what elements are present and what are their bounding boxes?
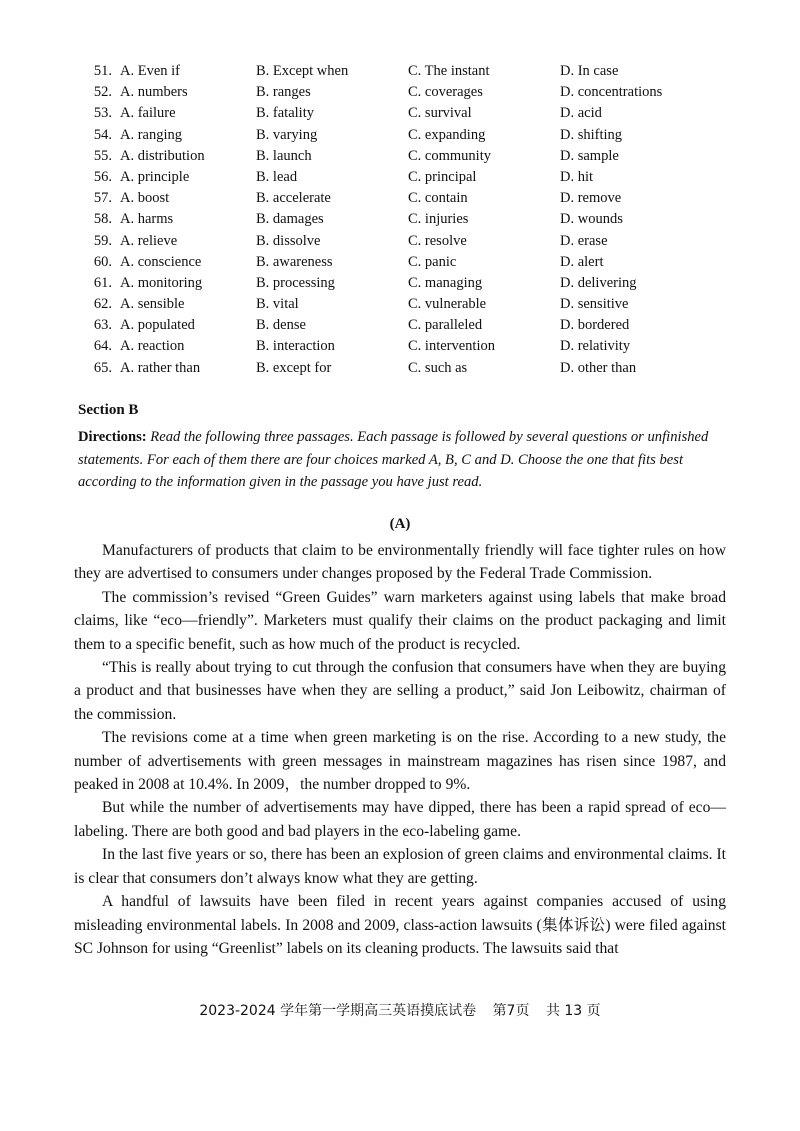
- option-b: B. ranges: [256, 84, 311, 101]
- option-row: [78, 190, 758, 211]
- option-d: D. bordered: [560, 317, 630, 334]
- option-d: D. sensitive: [560, 296, 629, 313]
- option-c: C. such as: [408, 359, 468, 376]
- question-number: 51.: [93, 63, 112, 79]
- option-b: B. vital: [256, 296, 299, 313]
- question-number: 61.: [93, 274, 112, 291]
- directions: [78, 426, 718, 494]
- question-number: 55.: [93, 147, 112, 164]
- page-number: 第7页: [492, 1003, 530, 1019]
- option-d: D. erase: [560, 232, 608, 249]
- option-c: C. contain: [408, 190, 468, 207]
- option-row: [78, 360, 758, 381]
- option-c: C. intervention: [408, 338, 495, 355]
- option-d: D. hit: [560, 168, 594, 185]
- paragraph: Manufacturers of products that claim to be environmentally friendly will face tighter rules on how they are advertised to consumers under changes proposed by the Federal Trade Commission.: [74, 542, 726, 583]
- option-a: A. distribution: [120, 147, 205, 164]
- option-b: B. processing: [256, 274, 335, 291]
- passage-body: [74, 539, 726, 960]
- option-c: C. expanding: [408, 126, 486, 143]
- option-c: C. panic: [408, 253, 457, 270]
- page-footer: [0, 1000, 800, 1020]
- option-b: B. launch: [256, 147, 312, 164]
- option-d: D. concentrations: [560, 84, 663, 101]
- option-b: B. except for: [256, 359, 332, 376]
- option-row: [78, 233, 758, 254]
- option-a: A. Even if: [120, 63, 180, 79]
- option-a: A. relieve: [120, 232, 178, 249]
- option-d: D. wounds: [560, 211, 623, 228]
- option-a: A. numbers: [120, 84, 188, 101]
- option-b: B. damages: [256, 211, 324, 228]
- option-d: D. other than: [560, 359, 637, 376]
- passage-label: (A): [389, 516, 411, 532]
- question-number: 54.: [93, 126, 112, 143]
- paragraph: “This is really about trying to cut through the confusion that consumers have when they are buying a product and that businesses have when they are selling a product,” said Jon Leibowitz, chairman of the commission.: [74, 659, 726, 723]
- option-b: B. accelerate: [256, 190, 331, 207]
- option-d: D. sample: [560, 147, 619, 164]
- option-c: C. paralleled: [408, 317, 483, 334]
- option-d: D. alert: [560, 253, 604, 270]
- option-b: B. fatality: [256, 105, 314, 122]
- paragraph: In the last five years or so, there has been an explosion of green claims and environmental claims. It is clear that consumers don’t always know what they are getting.: [74, 846, 726, 887]
- question-number: 57.: [93, 190, 112, 207]
- option-d: D. delivering: [560, 274, 637, 291]
- question-number: 58.: [93, 211, 112, 228]
- option-a: A. populated: [120, 317, 195, 334]
- option-c: C. managing: [408, 274, 483, 291]
- question-number: 59.: [93, 232, 112, 249]
- question-number: 52.: [93, 84, 112, 101]
- option-row: [78, 105, 758, 126]
- directions-label: Directions:: [78, 429, 147, 445]
- option-b: B. dense: [256, 317, 306, 334]
- options-table: [78, 63, 758, 381]
- directions-text: Read the following three passages. Each passage is followed by several questions or unfinished statements. For each of them there are four choices marked A, B, C and D. Choose the one that fits best according to the information given in the passage you have just read.: [78, 429, 709, 490]
- option-a: A. principle: [120, 168, 190, 185]
- option-row: [78, 169, 758, 190]
- paragraph: A handful of lawsuits have been filed in recent years against companies accused of using misleading environmental labels. In 2008 and 2009, class-action lawsuits (集体诉讼) were filed against SC Johnson for using “Greenlist” labels on its cleaning products. The lawsuits said that: [74, 893, 726, 957]
- option-b: B. awareness: [256, 253, 333, 270]
- option-a: A. rather than: [120, 359, 201, 376]
- option-row: [78, 84, 758, 105]
- option-d: D. acid: [560, 105, 602, 122]
- option-a: A. conscience: [120, 253, 202, 270]
- option-b: B. dissolve: [256, 232, 321, 249]
- option-b: B. lead: [256, 168, 298, 185]
- option-a: A. boost: [120, 190, 170, 207]
- option-a: A. monitoring: [120, 274, 203, 291]
- option-c: C. vulnerable: [408, 296, 487, 313]
- option-row: [78, 275, 758, 296]
- question-number: 65.: [93, 359, 112, 376]
- total-pages: 共 13 页: [545, 1003, 601, 1019]
- question-number: 63.: [93, 317, 112, 334]
- option-a: A. failure: [120, 105, 176, 122]
- option-row: [78, 63, 758, 84]
- option-row: [78, 317, 758, 338]
- option-c: C. The instant: [408, 63, 490, 79]
- option-c: C. coverages: [408, 84, 483, 101]
- section-title: Section B: [78, 402, 139, 418]
- option-d: D. In case: [560, 63, 619, 79]
- option-row: [78, 296, 758, 317]
- question-number: 56.: [93, 168, 112, 185]
- option-a: A. sensible: [120, 296, 185, 313]
- question-number: 64.: [93, 338, 112, 355]
- question-number: 62.: [93, 296, 112, 313]
- paragraph: The revisions come at a time when green marketing is on the rise. According to a new study, the number of advertisements with green messages in mainstream magazines has risen since 1987, and peaked in 2008 at 10.4%. In 2009，the number dropped to 9%.: [74, 729, 726, 794]
- option-c: C. injuries: [408, 211, 469, 228]
- option-c: C. principal: [408, 168, 477, 185]
- option-b: B. interaction: [256, 338, 335, 355]
- exam-title: 2023-2024 学年第一学期高三英语摸底试卷: [199, 1003, 477, 1019]
- option-row: [78, 254, 758, 275]
- option-row: [78, 211, 758, 232]
- option-b: B. Except when: [256, 63, 349, 79]
- option-row: [78, 127, 758, 148]
- option-d: D. shifting: [560, 126, 623, 143]
- option-row: [78, 148, 758, 169]
- paragraph: But while the number of advertisements may have dipped, there has been a rapid spread of eco—labeling. There are both good and bad players in the eco-labeling game.: [74, 799, 726, 840]
- paragraph: The commission’s revised “Green Guides” warn marketers against using labels that make broad claims, like “eco—friendly”. Marketers must qualify their claims on the product packaging and limit them to a specific benefit, such as how much of the product is recycled.: [74, 588, 726, 653]
- option-a: A. ranging: [120, 126, 183, 143]
- option-b: B. varying: [256, 126, 318, 143]
- question-number: 53.: [93, 105, 112, 122]
- question-number: 60.: [93, 253, 112, 270]
- option-d: D. remove: [560, 190, 622, 207]
- option-row: [78, 338, 758, 359]
- option-d: D. relativity: [560, 338, 631, 355]
- option-c: C. survival: [408, 105, 472, 122]
- option-c: C. resolve: [408, 232, 467, 249]
- option-a: A. reaction: [120, 338, 185, 355]
- option-c: C. community: [408, 147, 491, 164]
- option-a: A. harms: [120, 211, 174, 228]
